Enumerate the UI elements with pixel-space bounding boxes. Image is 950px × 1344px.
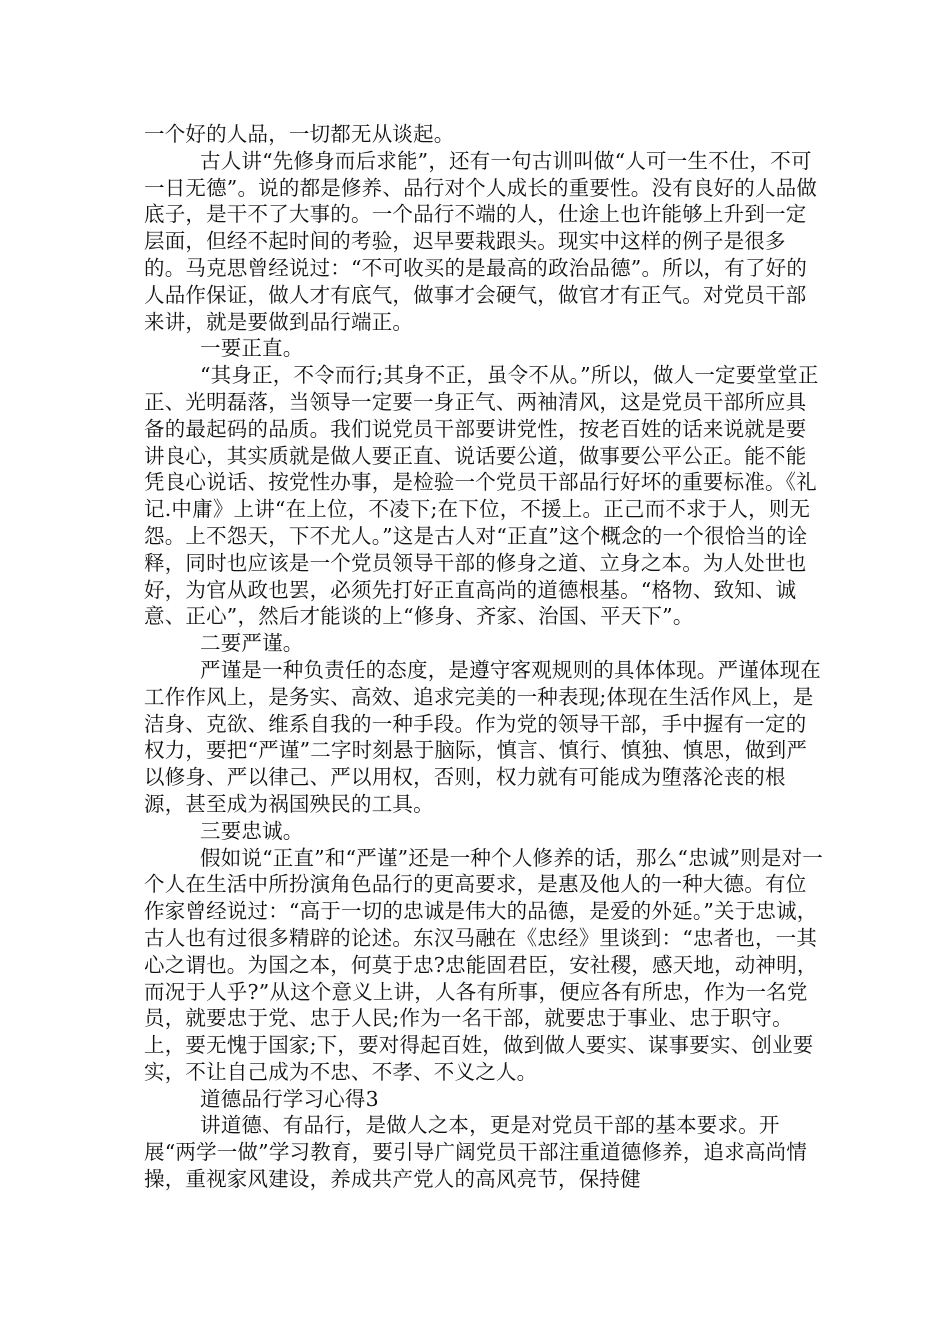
section-heading: 三要忠诚。 <box>200 818 304 843</box>
section-heading: 二要严谨。 <box>200 631 304 656</box>
paragraph: 一个好的人品，一切都无从谈起。 <box>144 122 455 146</box>
document-body <box>144 121 824 1193</box>
section-heading: 一要正直。 <box>200 336 304 361</box>
paragraph: “其身正，不令而行;其身不正，虽令不从。”所以，做人一定要堂堂正正、光明磊落，当领导一定要一身正气、两袖清风，这是党员干部所应具备的最起码的品质。我们说党员干部要讲党性，按老百姓的话来说就是要讲良心，其实质就是做人要正直、说话要公道，做事要公平公正。能不能凭良心说话、按党性办事，是检验一个党员干部品行好坏的重要标准。《礼记.中庸》上讲“在上位，不凌下;在下位，不援上。正己而不求于人，则无怨。上不怨天，下不尤人。”这是古人对“正直”这个概念的一个很恰当的诠释，同时也应该是一个党员领导干部的修身之道、立身之本。为人处世也好，为官从政也罢，必须先打好正直高尚的道德根基。“格物、致知、诚意、正心”，然后才能谈的上“修身、齐家、治国、平天下”。 <box>144 363 819 629</box>
paragraph: 假如说“正直”和“严谨”还是一种个人修养的话，那么“忠诚”则是对一个人在生活中所扮演角色品行的更高要求，是惠及他人的一种大德。有位作家曾经说过：“高于一切的忠诚是伟大的品德，是爱的外延。”关于忠诚，古人也有过很多精辟的论述。东汉马融在《忠经》里谈到：“忠者也，一其心之谓也。为国之本，何莫于忠?忠能固君臣，安社稷，感天地，动神明，而况于人乎?”从这个意义上讲，人各有所事，便应各有所忠，作为一名党员，就要忠于党、忠于人民;作为一名干部，就要忠于事业、忠于职守。上，要无愧于国家;下，要对得起百姓，做到做人要实、谋事要实、创业要实，不让自己成为不忠、不孝、不义之人。 <box>144 845 823 1084</box>
section-title: 道德品行学习心得3 <box>200 1086 379 1111</box>
paragraph: 古人讲“先修身而后求能”，还有一句古训叫做“人可一生不仕，不可一日无德”。说的都是修养、品行对个人成长的重要性。没有良好的人品做底子，是干不了大事的。一个品行不端的人，仕途上也许能够上升到一定层面，但经不起时间的考验，迟早要栽跟头。现实中这样的例子是很多的。马克思曾经说过：“不可收买的是最高的政治品德”。所以，有了好的人品作保证，做人才有底气，做事才会硬气，做官才有正气。对党员干部来讲，就是要做到品行端正。 <box>144 148 818 334</box>
paragraph: 讲道德、有品行，是做人之本，更是对党员干部的基本要求。开展“两学一做”学习教育，要引导广阔党员干部注重道德修养，追求高尚情操，重视家风建设，养成共产党人的高风亮节，保持健 <box>144 1113 808 1192</box>
paragraph: 严谨是一种负责任的态度，是遵守客观规则的具体体现。严谨体现在工作作风上，是务实、高效、追求完美的一种表现;体现在生活作风上，是洁身、克欲、维系自我的一种手段。作为党的领导干部，手中握有一定的权力，要把“严谨”二字时刻悬于脑际，慎言、慎行、慎独、慎思，做到严以修身、严以律己、严以用权，否则，权力就有可能成为堕落沦丧的根源，甚至成为祸国殃民的工具。 <box>144 657 821 816</box>
